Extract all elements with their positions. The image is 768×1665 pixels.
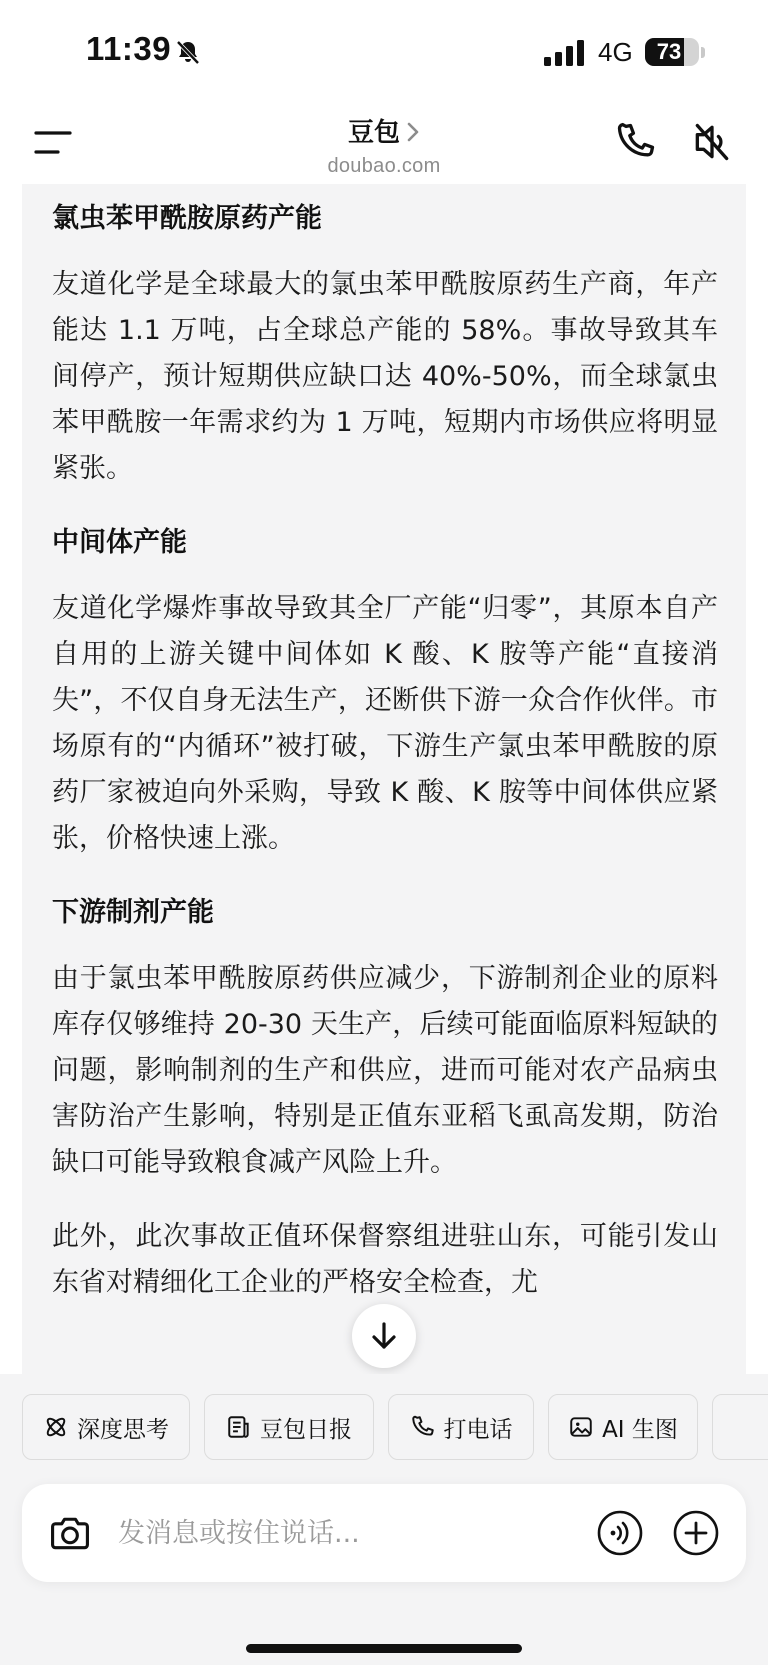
chevron-right-icon (406, 121, 420, 143)
image-icon (568, 1414, 594, 1440)
section-heading: 氯虫苯甲酰胺原药产能 (52, 203, 322, 234)
newspaper-icon (226, 1414, 252, 1440)
phone-call-chip[interactable] (388, 1394, 534, 1460)
message-composer (22, 1484, 746, 1582)
cellular-signal-icon (544, 40, 586, 66)
scroll-to-bottom-button[interactable] (352, 1304, 416, 1368)
deep-think-chip[interactable] (22, 1394, 190, 1460)
section-paragraph: 友道化学爆炸事故导致其全厂产能“归零”，其原本自产自用的上游关键中间体如 K 酸、K 胺等产能“直接消失”，不仅自身无法生产，还断供下游一众合作伙伴。市场原有的“内循环”被打破，下游生产氯虫苯甲酰胺的原药厂家被迫向外采购，导致 K 酸、K 胺等中间体供应紧张，价格快速上涨。 (52, 593, 718, 854)
call-button[interactable] (614, 120, 658, 164)
chip-label: 豆包日报 (260, 1416, 352, 1443)
battery-cap (701, 47, 705, 58)
status-bar (0, 0, 768, 100)
ai-image-chip[interactable] (548, 1394, 698, 1460)
menu-icon (30, 126, 78, 160)
quick-actions-bar[interactable] (22, 1394, 768, 1460)
phone-icon (410, 1414, 436, 1440)
phone-icon (614, 120, 658, 164)
battery-level: 73 (656, 39, 682, 64)
home-indicator[interactable] (246, 1644, 522, 1653)
section-paragraph: 友道化学是全球最大的氯虫苯甲酰胺原药生产商，年产能达 1.1 万吨，占全球总产能的 58%。事故导致其车间停产，预计短期供应缺口达 40%-50%，而全球氯虫苯甲酰胺一年需求约为 1 万吨，短期内市场供应将明显紧张。 (52, 269, 718, 484)
chat-subtitle: doubao.com (327, 155, 441, 177)
chat-title: 豆包 (347, 118, 400, 148)
arrow-down-icon (370, 1321, 398, 1351)
speaker-mute-icon (690, 120, 734, 164)
voice-wave-icon (596, 1509, 644, 1557)
menu-button[interactable] (30, 126, 78, 160)
article (22, 184, 746, 1306)
message-content[interactable] (22, 184, 746, 1374)
atom-icon (43, 1414, 69, 1440)
chat-title-button[interactable] (234, 112, 534, 178)
camera-icon (48, 1511, 92, 1555)
chat-header (0, 100, 768, 184)
network-type: 4G (598, 37, 633, 67)
chip-label: AI 生图 (602, 1416, 678, 1443)
status-time: 11:39 (86, 30, 172, 67)
daily-news-chip[interactable] (204, 1394, 374, 1460)
bottom-panel (0, 1374, 768, 1665)
plus-circle-icon (672, 1509, 720, 1557)
voice-input-button[interactable] (596, 1509, 644, 1557)
chip-label: 打电话 (443, 1416, 513, 1443)
section-paragraph: 此外，此次事故正值环保督察组进驻山东，可能引发山东省对精细化工企业的严格安全检查，尤 (52, 1221, 718, 1298)
chip-label: 深度思考 (77, 1416, 169, 1443)
speaker-mute-button[interactable] (690, 120, 734, 164)
more-chip[interactable] (712, 1394, 768, 1460)
section-heading: 下游制剂产能 (52, 897, 214, 928)
message-input[interactable] (118, 1508, 538, 1558)
add-attachment-button[interactable] (672, 1509, 720, 1557)
section-paragraph: 由于氯虫苯甲酰胺原药供应减少，下游制剂企业的原料库存仅够维持 20-30 天生产，后续可能面临原料短缺的问题，影响制剂的生产和供应，进而可能对农产品病虫害防治产生影响，特别是正值东亚稻飞虱高发期，防治缺口可能导致粮食减产风险上升。 (52, 963, 718, 1178)
bell-slash-icon (174, 38, 202, 66)
section-heading: 中间体产能 (52, 527, 187, 558)
battery-icon (645, 38, 699, 66)
camera-button[interactable] (48, 1511, 92, 1555)
